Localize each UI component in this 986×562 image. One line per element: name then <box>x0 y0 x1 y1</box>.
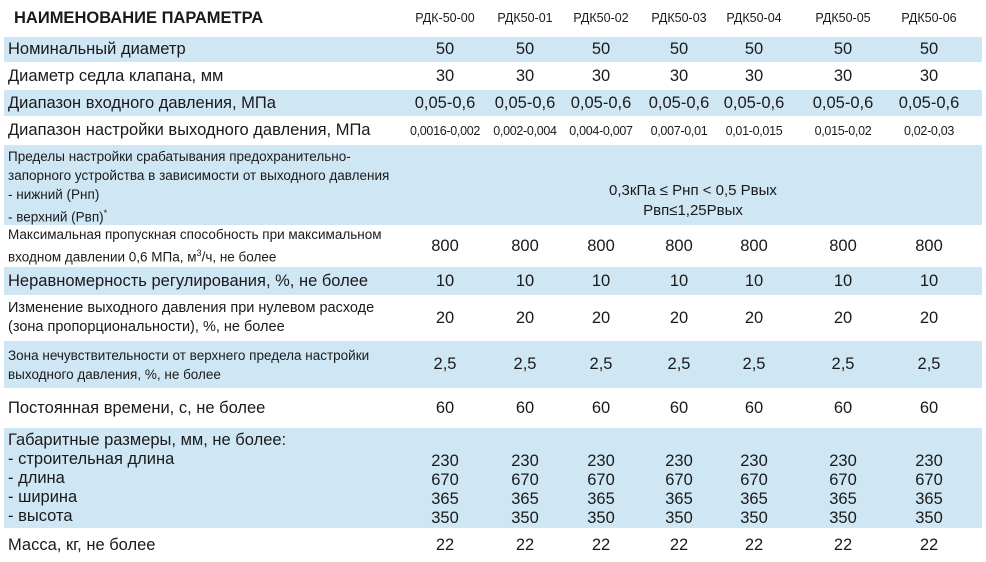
dim-value: 670 <box>915 471 943 489</box>
value-cell: 50 <box>435 40 455 58</box>
label-line-text: входном давлении 0,6 МПа, м <box>8 249 197 265</box>
header-model: РДК50-05 <box>815 11 871 25</box>
value-cell: 22 <box>591 536 611 554</box>
row-dead-zone <box>4 341 982 388</box>
value-cell: 800 <box>915 236 943 255</box>
row-unevenness <box>4 267 982 295</box>
dim-value: 230 <box>587 452 615 470</box>
value-cell: 0,002-0,004 <box>493 123 557 138</box>
value-cell: 2,5 <box>831 355 855 373</box>
value-cell: 2,5 <box>433 355 457 373</box>
row-label: Неравномерность регулирования, %, не более <box>8 271 369 290</box>
value-cell: 30 <box>919 66 939 85</box>
dim-value: 365 <box>587 490 615 508</box>
value-cell: 50 <box>669 40 689 58</box>
header-model: РДК-50-00 <box>415 11 475 25</box>
dims-column <box>400 428 490 531</box>
value-cell: 22 <box>435 536 455 554</box>
dim-value: 350 <box>665 509 693 527</box>
value-cell: 50 <box>919 40 939 58</box>
header-model: РДК50-04 <box>726 11 782 25</box>
label-line: Изменение выходного давления при нулевом расходе <box>8 300 375 316</box>
header-model: РДК50-02 <box>573 11 629 25</box>
label-line: Зона нечувствительности от верхнего предела настройки <box>8 347 370 363</box>
dim-value: 350 <box>740 509 768 527</box>
row-label <box>8 145 389 227</box>
label-line: - строительная длина <box>8 450 175 468</box>
value-cell: 60 <box>591 398 611 417</box>
value-cell: 50 <box>591 40 611 58</box>
value-cell: 30 <box>515 66 535 85</box>
row-nominal-diameter <box>4 37 982 62</box>
row-output-pressure <box>4 117 982 144</box>
value-cell: 30 <box>591 66 611 85</box>
value-cell: 800 <box>587 236 615 255</box>
label-line: - высота <box>8 507 73 525</box>
dim-value: 365 <box>511 490 539 508</box>
value-cell: 2,5 <box>742 355 766 373</box>
value-cell: 0,01-0,015 <box>725 123 783 138</box>
value-cell: 30 <box>833 66 853 85</box>
row-mass <box>4 529 982 562</box>
value-cell: 0,004-0,007 <box>569 123 633 138</box>
limit-upper: Pвп≤1,25Pвых <box>643 202 743 219</box>
dims-column <box>884 428 974 531</box>
dim-value: 670 <box>829 471 857 489</box>
header-title-text: НАИМЕНОВАНИЕ ПАРАМЕТРА <box>14 8 264 27</box>
value-cell: 60 <box>669 398 689 417</box>
label-line: - длина <box>8 469 65 487</box>
merged-value <box>404 145 982 225</box>
label-line: запорного устройства в зависимости от выходного давления <box>8 168 390 183</box>
row-time-constant <box>4 389 982 427</box>
dim-value: 350 <box>587 509 615 527</box>
value-cell: 22 <box>919 536 939 554</box>
label-line: выходного давления, %, не более <box>8 366 221 382</box>
value-cell: 10 <box>744 271 764 290</box>
value-cell: 20 <box>515 308 535 327</box>
dim-value: 230 <box>431 452 459 470</box>
dim-value: 350 <box>431 509 459 527</box>
label-line-text: - верхний (Pвп) <box>8 209 104 225</box>
value-cell: 10 <box>669 271 689 290</box>
value-cell: 0,05-0,6 <box>812 93 874 112</box>
row-pressure-change <box>4 296 982 340</box>
value-cell: 20 <box>744 308 764 327</box>
dim-value: 365 <box>431 490 459 508</box>
value-cell: 800 <box>665 236 693 255</box>
value-cell: 800 <box>740 236 768 255</box>
value-cell: 60 <box>435 398 455 417</box>
value-cell: 10 <box>919 271 939 290</box>
row-label: Масса, кг, не более <box>8 536 156 554</box>
dim-value: 670 <box>740 471 768 489</box>
value-cell: 0,0016-0,002 <box>409 123 481 138</box>
dim-value: 230 <box>829 452 857 470</box>
value-cell: 10 <box>833 271 853 290</box>
dim-value: 230 <box>511 452 539 470</box>
dim-value: 350 <box>829 509 857 527</box>
header-title <box>14 0 263 36</box>
dims-column <box>709 428 799 531</box>
dim-value: 670 <box>665 471 693 489</box>
dim-value: 230 <box>665 452 693 470</box>
dims-column <box>798 428 888 531</box>
value-cell: 50 <box>833 40 853 58</box>
dim-value: 365 <box>665 490 693 508</box>
header-model: РДК50-06 <box>901 11 957 25</box>
label-line <box>8 244 381 267</box>
row-dimensions <box>4 428 982 528</box>
value-cell: 0,05-0,6 <box>648 93 710 112</box>
header-model: РДК50-01 <box>497 11 553 25</box>
value-cell: 0,05-0,6 <box>414 93 476 112</box>
value-cell: 2,5 <box>513 355 537 373</box>
label-line: Габаритные размеры, мм, не более: <box>8 431 287 449</box>
value-cell: 0,05-0,6 <box>494 93 556 112</box>
row-label <box>8 428 286 531</box>
value-cell: 0,02-0,03 <box>903 123 955 138</box>
value-cell: 20 <box>669 308 689 327</box>
row-label: Диапазон настройки выходного давления, МПа <box>8 121 371 139</box>
label-line: Пределы настройки срабатывания предохранительно- <box>8 149 351 164</box>
value-cell: 30 <box>435 66 455 85</box>
value-cell: 2,5 <box>917 355 941 373</box>
value-cell: 50 <box>515 40 535 58</box>
row-label: Диаметр седла клапана, мм <box>8 66 224 85</box>
value-cell: 800 <box>829 236 857 255</box>
value-cell: 800 <box>431 236 459 255</box>
label-line: (зона пропорциональности), %, не более <box>8 319 285 335</box>
label-line: - ширина <box>8 488 78 506</box>
dims-column <box>556 428 646 531</box>
value-cell: 60 <box>833 398 853 417</box>
value-cell: 22 <box>669 536 689 554</box>
row-input-pressure <box>4 90 982 116</box>
dim-value: 365 <box>829 490 857 508</box>
dim-value: 350 <box>511 509 539 527</box>
row-label <box>8 341 369 388</box>
dim-value: 365 <box>740 490 768 508</box>
value-cell: 60 <box>744 398 764 417</box>
header-model: РДК50-03 <box>651 11 707 25</box>
value-cell: 0,007-0,01 <box>650 123 708 138</box>
dim-value: 230 <box>915 452 943 470</box>
row-capacity <box>4 226 982 266</box>
value-cell: 20 <box>919 308 939 327</box>
dim-value: 350 <box>915 509 943 527</box>
row-label: Номинальный диаметр <box>8 40 186 58</box>
row-seat-diameter <box>4 63 982 89</box>
value-cell: 60 <box>515 398 535 417</box>
superscript: 3 <box>196 248 202 259</box>
value-cell: 10 <box>435 271 455 290</box>
row-label: Диапазон входного давления, МПа <box>8 93 276 112</box>
value-cell: 0,05-0,6 <box>898 93 960 112</box>
value-cell: 0,015-0,02 <box>814 123 872 138</box>
value-cell: 50 <box>744 40 764 58</box>
value-cell: 22 <box>744 536 764 554</box>
row-spd-limits <box>4 145 982 225</box>
limit-lower: 0,3кПа ≤ Pнп < 0,5 Pвых <box>609 182 777 199</box>
value-cell: 60 <box>919 398 939 417</box>
value-cell: 20 <box>591 308 611 327</box>
value-cell: 22 <box>833 536 853 554</box>
dim-value: 230 <box>740 452 768 470</box>
label-line: - нижний (Pнп) <box>8 187 100 202</box>
dim-value: 670 <box>587 471 615 489</box>
label-line-text: /ч, не более <box>201 249 277 265</box>
label-line: Максимальная пропускная способность при максимальном <box>8 227 382 243</box>
value-cell: 2,5 <box>667 355 691 373</box>
row-label <box>8 226 381 266</box>
dim-value: 670 <box>431 471 459 489</box>
value-cell: 30 <box>744 66 764 85</box>
value-cell: 10 <box>515 271 535 290</box>
value-cell: 20 <box>833 308 853 327</box>
value-cell: 2,5 <box>589 355 613 373</box>
value-cell: 0,05-0,6 <box>723 93 785 112</box>
row-label <box>8 296 374 340</box>
row-label: Постоянная времени, с, не более <box>8 398 266 417</box>
dim-value: 670 <box>511 471 539 489</box>
value-cell: 10 <box>591 271 611 290</box>
header-row <box>4 0 982 36</box>
value-cell: 30 <box>669 66 689 85</box>
dim-value: 365 <box>915 490 943 508</box>
value-cell: 20 <box>435 308 455 327</box>
value-cell: 800 <box>511 236 539 255</box>
label-line <box>8 204 389 227</box>
value-cell: 0,05-0,6 <box>570 93 632 112</box>
footnote-mark: * <box>103 208 108 218</box>
value-cell: 22 <box>515 536 535 554</box>
